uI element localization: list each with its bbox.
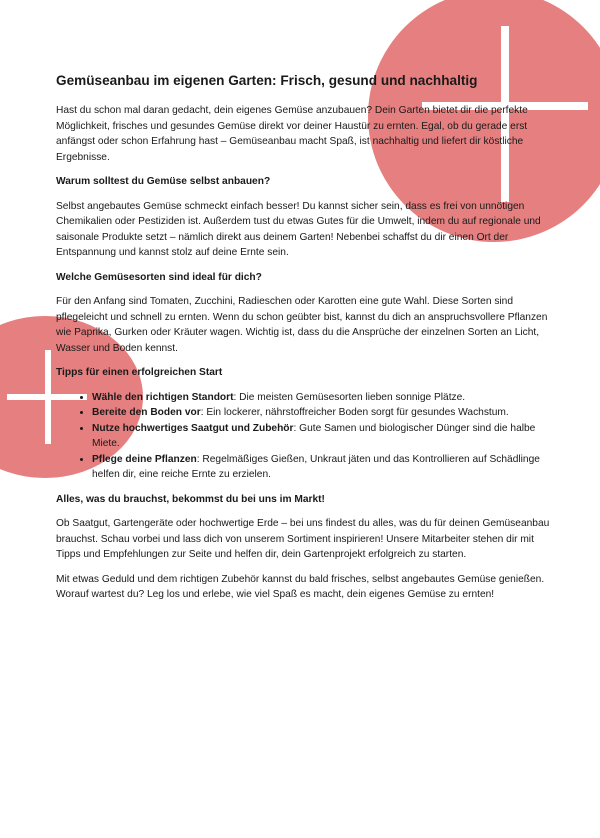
list-item xyxy=(92,452,556,483)
section-heading-market: Alles, was du brauchst, bekommst du bei uns im Markt! xyxy=(56,493,325,505)
tip-bold-label: Pflege deine Pflanzen xyxy=(92,453,197,465)
section-heading-tips: Tipps für einen erfolgreichen Start xyxy=(56,367,223,378)
tips-list xyxy=(56,390,556,483)
document-body xyxy=(56,72,556,612)
page-title: Gemüseanbau im eigenen Garten: Frisch, gesund und nachhaltig xyxy=(56,73,478,88)
section-text-why: Selbst angebautes Gemüse schmeckt einfach besser! Du kannst sicher sein, dass es frei von unnötigen Chemikalien oder Pestiziden ist. Außerdem tust du etwas Gutes für die Umwelt, indem du auf regionale und saisonale Produkte setzt – nämlich direkt aus deinem Garten! Nebenbei schaffst du dir einen Ort der Entspannung und kannst stolz auf deine Ernte sein. xyxy=(56,200,541,258)
list-item xyxy=(92,405,556,421)
intro-paragraph: Hast du schon mal daran gedacht, dein eigenes Gemüse anzubauen? Dein Garten bietet dir die perfekte Möglichkeit, frisches und gesundes Gemüse direkt vor deiner Haustür zu ernten. Egal, ob du gerade erst anfängst oder schon Erfahrung hast – Gemüseanbau macht Spaß, ist nachhaltig und liefert dir köstliche Ergebnisse. xyxy=(56,105,528,163)
tip-text: : Regelmäßiges Gießen, Unkraut jäten und das Kontrollieren auf Schädlinge helfen dir, eine reiche Ernte zu erzielen. xyxy=(92,453,540,480)
tip-bold-label: Nutze hochwertiges Saatgut und Zubehör xyxy=(92,422,294,434)
section-text-market: Ob Saatgut, Gartengeräte oder hochwertige Erde – bei uns findest du alles, was du für deinen Gemüseanbau brauchst. Schau vorbei und lass dich von unserem Sortiment inspirieren! Unsere Mitarbeiter stehen dir mit Tipps und Empfehlungen zur Seite und helfen dir, dein Gartenprojekt erfolgreich zu starten. xyxy=(56,518,550,560)
closing-paragraph: Mit etwas Geduld und dem richtigen Zubehör kannst du bald frisches, selbst angebautes Gemüse genießen. Worauf wartest du? Leg los und erlebe, wie viel Spaß es macht, dein eigenes Gemüse zu ernten! xyxy=(56,573,545,600)
tip-bold-label: Bereite den Boden vor xyxy=(92,407,201,418)
tip-bold-label: Wähle den richtigen Standort xyxy=(92,391,234,403)
section-heading-why: Warum solltest du Gemüse selbst anbauen? xyxy=(56,176,271,187)
tip-text: : Die meisten Gemüsesorten lieben sonnige Plätze. xyxy=(233,391,466,403)
list-item xyxy=(92,421,556,452)
section-text-varieties: Für den Anfang sind Tomaten, Zucchini, Radieschen oder Karotten eine gute Wahl. Diese Sorten sind pflegeleicht und schnell zu ernten. Wenn du schon geübter bist, kannst du dich an anspruchsvollere Pflanzen wie Paprika, Gurken oder Kräuter wagen. Wichtig ist, dass du die Ansprüche der einzelnen Sorten an Licht, Wasser und Boden kennst. xyxy=(56,296,548,354)
tip-text: : Ein lockerer, nährstoffreicher Boden sorgt für gesundes Wachstum. xyxy=(200,407,509,418)
tip-text: : Gute Samen und biologischer Dünger sind die halbe Miete. xyxy=(92,422,536,449)
list-item xyxy=(92,390,556,406)
section-heading-varieties: Welche Gemüsesorten sind ideal für dich? xyxy=(56,271,262,283)
